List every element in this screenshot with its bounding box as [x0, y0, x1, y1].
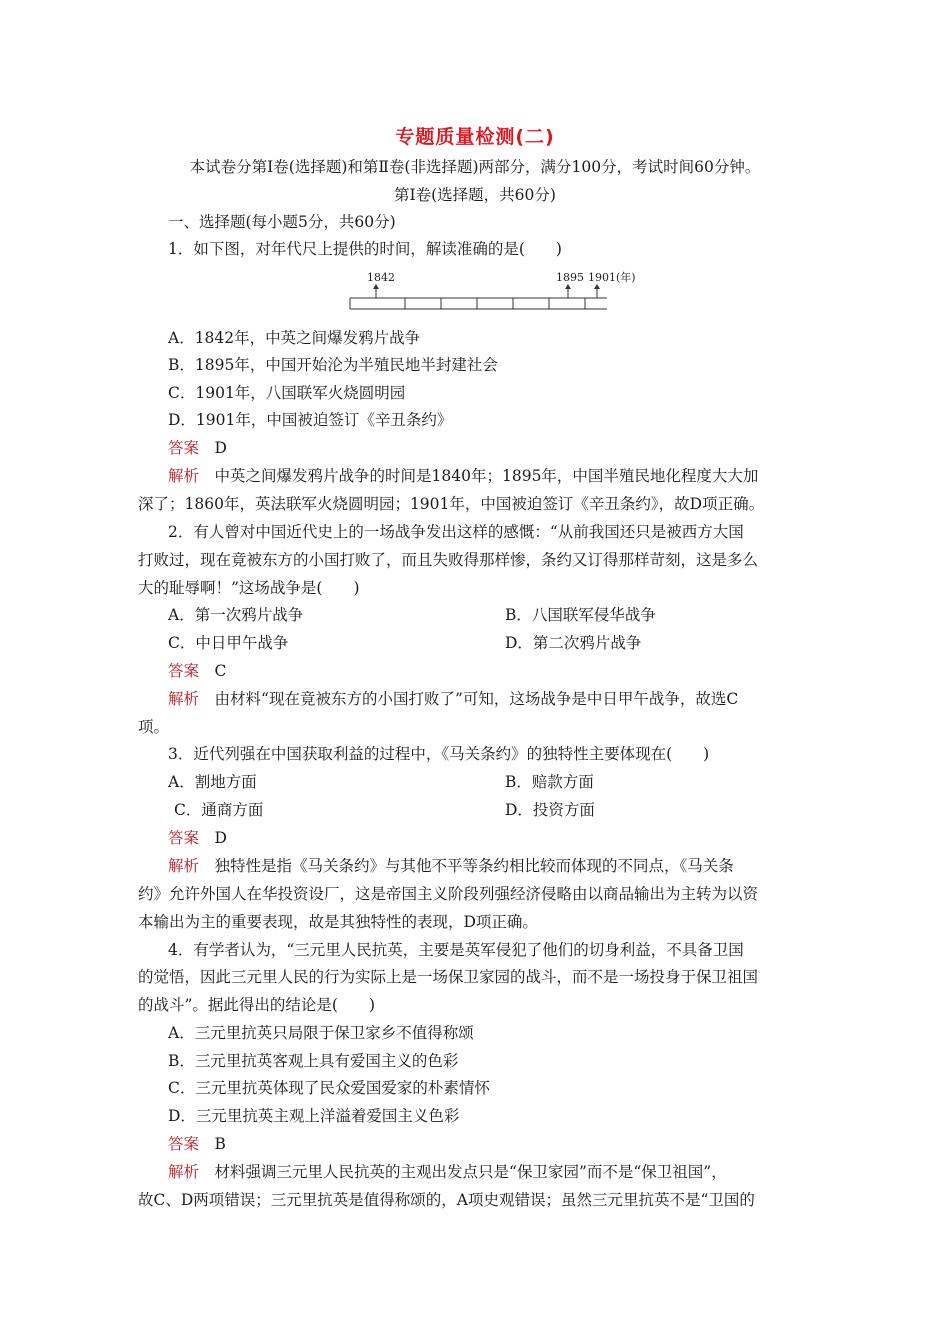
q4-option-c: C．三元里抗英体现了民众爱国爱家的朴素情怀: [168, 1079, 490, 1097]
q2-option-d: D．第二次鸦片战争: [505, 634, 642, 652]
q3-option-b: B．赔款方面: [505, 773, 594, 791]
tick-1895: 1895: [556, 271, 584, 284]
q4-option-a: A．三元里抗英只局限于保卫家乡不值得称颂: [168, 1024, 474, 1042]
q2-analysis-line1: 解析 由材料“现在竟被东方的小国打败了”可知，这场战争是中日甲午战争，故选C: [168, 690, 739, 708]
q2-option-c: C．中日甲午战争: [168, 634, 289, 652]
q2-analysis-line2: 项。: [138, 718, 170, 736]
q2-answer: [168, 661, 226, 681]
q1-option-b: B．1895年，中国开始沦为半殖民地半封建社会: [168, 356, 498, 374]
timeline-figure: [345, 270, 645, 314]
q4-option-b: B．三元里抗英客观上具有爱国主义的色彩: [168, 1052, 459, 1070]
q4-analysis-line1: 解析 材料强调三元里人民抗英的主观出发点只是“保卫家园”而不是“保卫祖国”，: [168, 1163, 727, 1181]
q2-stem-line2: 打败过，现在竟被东方的小国打败了，而且失败得那样惨，条约又订得那样苛刻，这是多么: [138, 551, 759, 569]
q4-analysis-line2: 故C、D两项错误；三元里抗英是值得称颂的，A项史观错误；虽然三元里抗英不是“卫国的: [138, 1191, 755, 1209]
q1-stem: 1．如下图，对年代尺上提供的时间，解读准确的是( ): [168, 240, 562, 258]
q1-option-c: C．1901年，八国联军火烧圆明园: [168, 384, 406, 402]
answer-label: 答案: [168, 662, 200, 680]
timeline-svg: [345, 270, 645, 314]
q3-analysis-line1: 解析 独特性是指《马关条约》与其他不平等条约相比较而体现的不同点，《马关条: [168, 857, 734, 875]
q3-option-c: C．通商方面: [174, 801, 264, 819]
q2-option-a: A．第一次鸦片战争: [168, 606, 304, 624]
analysis-label: 解析: [168, 690, 200, 708]
q4-stem-line3: 的战斗”。据此得出的结论是( ): [138, 996, 376, 1014]
analysis-label: 解析: [168, 1163, 200, 1181]
analysis-label: 解析: [168, 467, 200, 485]
q1-analysis-line2: 深了；1860年，英法联军火烧圆明园；1901年，中国被迫签订《辛丑条约》，故D项正确。: [138, 495, 765, 513]
q1-analysis-line1: 解析 中英之间爆发鸦片战争的时间是1840年；1895年，中国半殖民地化程度大大加: [168, 467, 759, 485]
q2-stem-line3: 大的耻辱啊！”这场战争是( ): [138, 579, 360, 597]
q3-answer: [168, 828, 227, 848]
q2-answer-value: C: [214, 662, 227, 680]
section1-heading: 一、选择题(每小题5分，共60分): [168, 213, 396, 231]
q1-answer-value: D: [214, 439, 227, 457]
q4-answer: [168, 1134, 226, 1154]
intro-text: 本试卷分第Ⅰ卷(选择题)和第Ⅱ卷(非选择题)两部分，满分100分，考试时间60分钟。: [189, 158, 761, 176]
q3-analysis-line2: 约》允许外国人在华投资设厂，这是帝国主义阶段列强经济侵略由以商品输出为主转为以资: [138, 885, 759, 903]
page-title: 专题质量检测(二): [395, 126, 555, 148]
tick-1842: 1842: [367, 271, 395, 284]
q1-option-d: D．1901年，中国被迫签订《辛丑条约》: [168, 411, 453, 429]
q4-option-d: D．三元里抗英主观上洋溢着爱国主义色彩: [168, 1107, 460, 1125]
q4-stem-line2: 的觉悟，因此三元里人民的行为实际上是一场保卫家园的战斗，而不是一场投身于保卫祖国: [138, 968, 759, 986]
q2-stem-line1: 2．有人曾对中国近代史上的一场战争发出这样的感慨：“从前我国还只是被西方大国: [168, 523, 744, 541]
q4-answer-value: B: [214, 1135, 226, 1153]
part1-heading: 第Ⅰ卷(选择题，共60分): [394, 186, 556, 204]
q4-stem-line1: 4．有学者认为，“三元里人民抗英，主要是英军侵犯了他们的切身利益，不具备卫国: [168, 941, 744, 959]
q1-answer: [168, 438, 227, 458]
tick-1901: 1901(年): [588, 271, 636, 284]
analysis-label: 解析: [168, 857, 200, 875]
answer-label: 答案: [168, 439, 200, 457]
q3-stem: 3．近代列强在中国获取利益的过程中，《马关条约》的独特性主要体现在( ): [168, 745, 710, 763]
q3-option-a: A．割地方面: [168, 773, 257, 791]
q3-analysis-line3: 本输出为主的重要表现，故是其独特性的表现，D项正确。: [138, 913, 538, 931]
answer-label: 答案: [168, 829, 200, 847]
answer-label: 答案: [168, 1135, 200, 1153]
q1-option-a: A．1842年，中英之间爆发鸦片战争: [168, 329, 421, 347]
q2-option-b: B．八国联军侵华战争: [505, 606, 656, 624]
q3-answer-value: D: [214, 829, 227, 847]
q3-option-d: D．投资方面: [505, 801, 595, 819]
